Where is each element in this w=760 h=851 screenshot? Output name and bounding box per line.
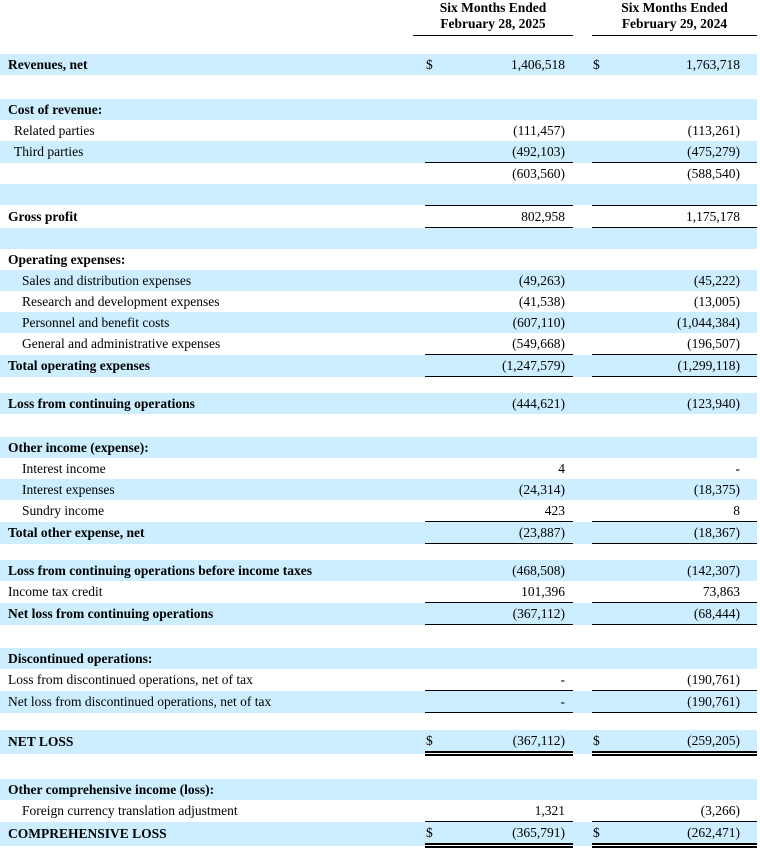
- column-gap: [573, 458, 592, 479]
- dollar-sign-2024: [592, 99, 614, 120]
- row-end-pad: [745, 333, 757, 355]
- row-label: Total operating expenses: [0, 355, 425, 377]
- spacer-cell: [0, 228, 757, 250]
- table-row: [0, 603, 757, 625]
- value-2024: (262,471): [614, 822, 745, 846]
- row-label: Operating expenses:: [8, 251, 126, 267]
- column-gap: [573, 393, 592, 414]
- table-row: [0, 163, 757, 185]
- value-2024: (190,761): [614, 669, 745, 691]
- value-2025: [445, 779, 573, 800]
- dollar-sign-2025: $: [425, 730, 445, 754]
- spacer-cell: [0, 36, 757, 55]
- column-gap: [573, 691, 592, 713]
- row-label: Third parties: [0, 141, 425, 163]
- spacer-row: [0, 625, 757, 649]
- column-gap: [573, 0, 592, 36]
- dollar-sign-2025: $: [425, 822, 445, 846]
- row-end-pad: [745, 270, 757, 291]
- column-gap: [573, 779, 592, 800]
- value-2025: 101,396: [445, 581, 573, 603]
- row-label: Foreign currency translation adjustment: [22, 802, 238, 818]
- dollar-sign-2024: [592, 669, 614, 691]
- value-2025: (367,112): [445, 603, 573, 625]
- value-2025: (1,247,579): [445, 355, 573, 377]
- dollar-sign-2025: [425, 581, 445, 603]
- value-2025: (603,560): [512, 165, 565, 181]
- column-gap: [573, 581, 592, 603]
- value-2025: (607,110): [445, 312, 573, 333]
- dollar-sign-2024: [592, 437, 614, 458]
- dollar-sign-2024: [592, 800, 614, 822]
- column-gap: [573, 249, 592, 270]
- table-row: [0, 581, 757, 603]
- row-label: Income tax credit: [8, 583, 103, 599]
- value-2024: 73,863: [614, 581, 745, 603]
- column-gap: [573, 437, 592, 458]
- value-2025: (468,508): [445, 560, 573, 581]
- spacer-cell: [0, 75, 757, 99]
- row-label: Interest income: [22, 460, 106, 476]
- column-header-2025-line1: Six Months Ended: [439, 0, 547, 15]
- value-2024: (259,205): [614, 730, 745, 754]
- table-row: [0, 141, 757, 163]
- table-row: [0, 270, 757, 291]
- dollar-sign-2025: [425, 522, 445, 544]
- value-2025: (367,112): [445, 730, 573, 754]
- value-2024: (190,761): [614, 691, 745, 713]
- row-label: Net loss from discontinued operations, net of tax: [0, 691, 425, 713]
- row-label: Gross profit: [8, 208, 78, 224]
- row-end-pad: [745, 355, 757, 377]
- column-gap: [573, 355, 592, 377]
- row-label: Research and development expenses: [22, 293, 220, 309]
- table-row: [0, 648, 757, 669]
- row-end-pad: [745, 691, 757, 713]
- spacer-row: [0, 75, 757, 99]
- dollar-sign-2024: [592, 333, 614, 355]
- column-header-2025-line2: February 28, 2025: [440, 16, 546, 31]
- row-label: Other income (expense):: [0, 437, 425, 458]
- table-row: [0, 333, 757, 355]
- value-2024: (13,005): [693, 293, 740, 309]
- dollar-sign-2025: [425, 560, 445, 581]
- row-end-pad: [745, 437, 757, 458]
- row-label: Net loss from continuing operations: [0, 603, 425, 625]
- value-2025: (49,263): [445, 270, 573, 291]
- dollar-sign-2024: [592, 648, 614, 669]
- table-row: [0, 560, 757, 581]
- row-label: Sales and distribution expenses: [0, 270, 425, 291]
- dollar-sign-2025: [425, 779, 445, 800]
- column-header-2024-line2: February 29, 2024: [621, 16, 728, 31]
- column-gap: [573, 730, 592, 754]
- dollar-sign-2024: $: [592, 54, 614, 75]
- dollar-sign-2024: [592, 458, 614, 479]
- dollar-sign-2024: [592, 163, 614, 185]
- row-label: Cost of revenue:: [0, 99, 425, 120]
- value-2024: 1,175,178: [614, 206, 745, 228]
- spacer-cell: [0, 184, 757, 206]
- column-gap: [573, 141, 592, 163]
- spacer-row: [0, 228, 757, 250]
- column-gap: [573, 99, 592, 120]
- column-gap: [573, 54, 592, 75]
- table-row: [0, 437, 757, 458]
- dollar-sign-2024: [592, 291, 614, 312]
- table-row: [0, 479, 757, 500]
- row-end-pad: [745, 522, 757, 544]
- value-2025: (111,457): [513, 122, 565, 138]
- row-label: [0, 163, 425, 185]
- row-end-pad: [745, 54, 757, 75]
- column-gap: [573, 312, 592, 333]
- table-row: [0, 206, 757, 228]
- dollar-sign-2025: [425, 648, 445, 669]
- dollar-sign-2025: [425, 141, 445, 163]
- row-end-pad: [745, 393, 757, 414]
- row-end-pad: [745, 581, 757, 603]
- dollar-sign-2024: [592, 603, 614, 625]
- row-end-pad: [745, 603, 757, 625]
- value-2024: (45,222): [614, 270, 745, 291]
- row-end-pad: [745, 291, 757, 312]
- dollar-sign-2025: [425, 437, 445, 458]
- column-gap: [573, 163, 592, 185]
- dollar-sign-2024: [592, 141, 614, 163]
- dollar-sign-2025: [425, 249, 445, 270]
- dollar-sign-2025: [425, 333, 445, 355]
- row-end-pad: [745, 669, 757, 691]
- column-gap: [573, 560, 592, 581]
- table-row: [0, 522, 757, 544]
- spacer-cell: [0, 377, 757, 394]
- table-row: [0, 669, 757, 691]
- dollar-sign-2025: [425, 312, 445, 333]
- row-label: General and administrative expenses: [22, 335, 221, 351]
- value-2024: (475,279): [614, 141, 745, 163]
- dollar-sign-2024: [592, 560, 614, 581]
- value-2025: (444,621): [445, 393, 573, 414]
- column-gap: [573, 822, 592, 846]
- row-end-pad: [745, 800, 757, 822]
- value-2025: -: [445, 669, 573, 691]
- column-header-2024: [592, 0, 757, 36]
- dollar-sign-2024: $: [592, 822, 614, 846]
- dollar-sign-2024: [592, 779, 614, 800]
- column-gap: [573, 603, 592, 625]
- dollar-sign-2025: [425, 479, 445, 500]
- column-gap: [573, 800, 592, 822]
- row-end-pad: [745, 99, 757, 120]
- dollar-sign-2025: [425, 163, 445, 185]
- dollar-sign-2025: [425, 669, 445, 691]
- dollar-sign-2024: [592, 581, 614, 603]
- row-label: COMPREHENSIVE LOSS: [0, 822, 425, 846]
- dollar-sign-2024: $: [592, 730, 614, 754]
- value-2025: (492,103): [445, 141, 573, 163]
- table-row: [0, 120, 757, 141]
- dollar-sign-2025: [425, 270, 445, 291]
- value-2025: [445, 437, 573, 458]
- value-2024: (68,444): [614, 603, 745, 625]
- row-label: Loss from discontinued operations, net of tax: [8, 671, 253, 687]
- column-gap: [573, 648, 592, 669]
- row-label: Loss from continuing operations before income taxes: [0, 560, 425, 581]
- table-row: [0, 312, 757, 333]
- row-end-pad: [745, 500, 757, 522]
- row-end-pad: [745, 249, 757, 270]
- value-2025: -: [445, 691, 573, 713]
- value-2024: [614, 779, 745, 800]
- row-end-pad: [745, 822, 757, 846]
- row-label: Interest expenses: [0, 479, 425, 500]
- table-row: [0, 249, 757, 270]
- value-2025: [445, 99, 573, 120]
- dollar-sign-2024: [592, 270, 614, 291]
- spacer-row: [0, 754, 757, 780]
- table-row: [0, 691, 757, 713]
- dollar-sign-2025: [425, 120, 445, 141]
- spacer-cell: [0, 414, 757, 437]
- column-gap: [573, 120, 592, 141]
- table-row: [0, 355, 757, 377]
- row-end-pad: [745, 120, 757, 141]
- dollar-sign-2024: [592, 691, 614, 713]
- dollar-sign-2025: [425, 603, 445, 625]
- value-2024: (18,367): [614, 522, 745, 544]
- value-2024: [614, 99, 745, 120]
- column-header-2025: [413, 0, 573, 36]
- row-end-pad: [745, 458, 757, 479]
- spacer-cell: [0, 713, 757, 731]
- column-gap: [573, 333, 592, 355]
- row-end-pad: [745, 206, 757, 228]
- spacer-row: [0, 414, 757, 437]
- row-label: Loss from continuing operations: [0, 393, 425, 414]
- dollar-sign-2025: [425, 500, 445, 522]
- row-label: Related parties: [14, 122, 95, 138]
- value-2024: (123,940): [614, 393, 745, 414]
- spacer-row: [0, 184, 757, 206]
- table-row: [0, 99, 757, 120]
- dollar-sign-2025: [425, 99, 445, 120]
- table-row: [0, 730, 757, 754]
- row-label: Total other expense, net: [0, 522, 425, 544]
- dollar-sign-2024: [592, 479, 614, 500]
- table-row: [0, 393, 757, 414]
- value-2025: 423: [445, 500, 573, 522]
- value-2024: (113,261): [687, 122, 740, 138]
- dollar-sign-2024: [592, 206, 614, 228]
- dollar-sign-2025: [425, 691, 445, 713]
- table-row: [0, 458, 757, 479]
- value-2025: [445, 648, 573, 669]
- value-2025: 1,321: [445, 800, 573, 822]
- column-gap: [573, 669, 592, 691]
- dollar-sign-2025: $: [425, 54, 445, 75]
- value-2024: (588,540): [687, 165, 740, 181]
- value-2025: 802,958: [445, 206, 573, 228]
- value-2025: (23,887): [445, 522, 573, 544]
- table-row: [0, 779, 757, 800]
- dollar-sign-2025: [425, 291, 445, 312]
- row-label: Discontinued operations:: [0, 648, 425, 669]
- column-gap: [573, 270, 592, 291]
- value-2024: [614, 648, 745, 669]
- value-2025: 4: [558, 460, 565, 476]
- value-2025: (365,791): [445, 822, 573, 846]
- value-2024: [614, 437, 745, 458]
- spacer-cell: [0, 625, 757, 649]
- row-label: NET LOSS: [0, 730, 425, 754]
- dollar-sign-2024: [592, 312, 614, 333]
- header-label-spacer: [0, 0, 413, 36]
- dollar-sign-2024: [592, 120, 614, 141]
- header-row: [0, 0, 757, 36]
- column-gap: [573, 206, 592, 228]
- row-label: Revenues, net: [0, 54, 425, 75]
- spacer-row: [0, 713, 757, 731]
- dollar-sign-2025: [425, 458, 445, 479]
- value-2024: (18,375): [614, 479, 745, 500]
- dollar-sign-2024: [592, 355, 614, 377]
- spacer-row: [0, 377, 757, 394]
- row-end-pad: [745, 730, 757, 754]
- table-row: [0, 800, 757, 822]
- dollar-sign-2024: [592, 522, 614, 544]
- table-row: [0, 822, 757, 846]
- value-2024: [614, 249, 745, 270]
- value-2025: [445, 249, 573, 270]
- dollar-sign-2024: [592, 393, 614, 414]
- row-end-pad: [745, 648, 757, 669]
- table-row: [0, 291, 757, 312]
- spacer-row: [0, 36, 757, 55]
- value-2024: (1,044,384): [614, 312, 745, 333]
- dollar-sign-2024: [592, 249, 614, 270]
- row-end-pad: [745, 779, 757, 800]
- column-header-2024-line1: Six Months Ended: [621, 0, 728, 15]
- value-2024: (142,307): [614, 560, 745, 581]
- table-row: [0, 54, 757, 75]
- dollar-sign-2025: [425, 355, 445, 377]
- spacer-cell: [0, 754, 757, 780]
- row-label: Other comprehensive income (loss):: [0, 779, 425, 800]
- row-end-pad: [745, 163, 757, 185]
- value-2024: (3,266): [614, 800, 745, 822]
- column-gap: [573, 522, 592, 544]
- dollar-sign-2025: [425, 800, 445, 822]
- value-2025: 1,406,518: [445, 54, 573, 75]
- table-row: [0, 500, 757, 522]
- row-end-pad: [745, 479, 757, 500]
- column-gap: [573, 291, 592, 312]
- value-2024: -: [735, 460, 740, 476]
- column-gap: [573, 479, 592, 500]
- column-gap: [573, 500, 592, 522]
- row-end-pad: [745, 312, 757, 333]
- value-2025: (41,538): [518, 293, 565, 309]
- value-2025: (24,314): [445, 479, 573, 500]
- value-2025: (549,668): [445, 333, 573, 355]
- dollar-sign-2025: [425, 206, 445, 228]
- value-2024: 8: [614, 500, 745, 522]
- value-2024: (196,507): [614, 333, 745, 355]
- value-2024: 1,763,718: [614, 54, 745, 75]
- spacer-row: [0, 544, 757, 561]
- spacer-cell: [0, 544, 757, 561]
- row-end-pad: [745, 141, 757, 163]
- row-label: Sundry income: [22, 502, 105, 518]
- row-end-pad: [745, 560, 757, 581]
- dollar-sign-2024: [592, 500, 614, 522]
- dollar-sign-2025: [425, 393, 445, 414]
- value-2024: (1,299,118): [614, 355, 745, 377]
- row-label: Personnel and benefit costs: [0, 312, 425, 333]
